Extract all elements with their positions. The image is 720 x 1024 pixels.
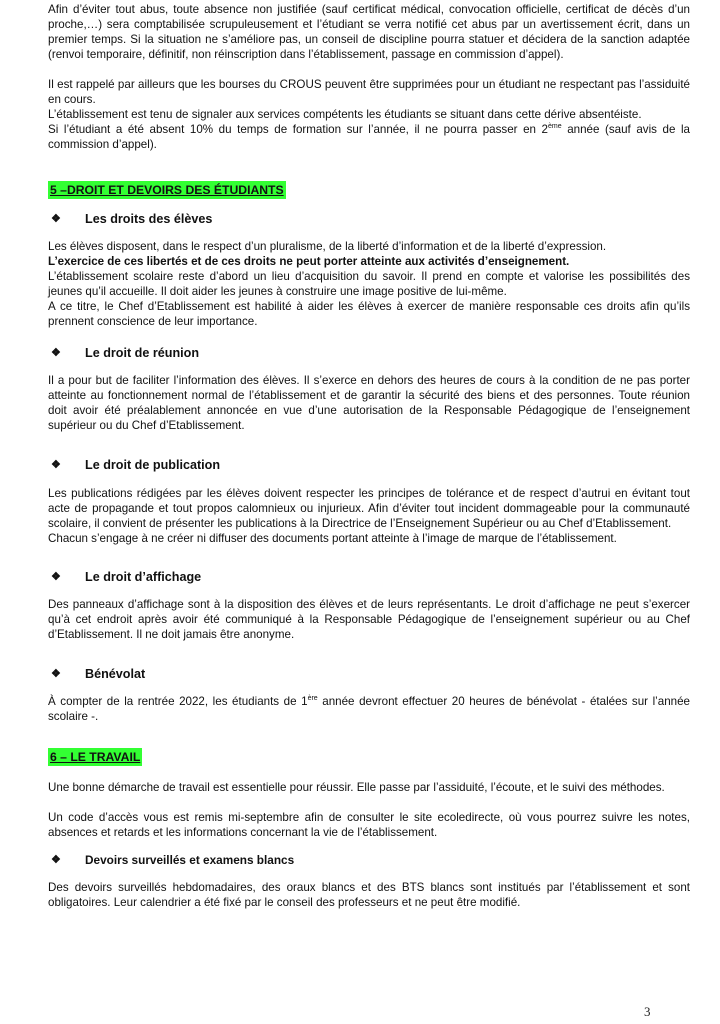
diamond-bullet-icon: ❖ (51, 668, 61, 680)
section-5-title: 5 –DROIT ET DEVOIRS DES ÉTUDIANTS (50, 183, 284, 197)
diamond-bullet-icon: ❖ (51, 347, 61, 359)
subheading-benevolat (48, 666, 690, 682)
page-number: 3 (644, 1004, 651, 1019)
subheading-publication-label: Le droit de publication (85, 458, 221, 472)
droits-paragraph-2: L’exercice de ces libertés et de ces droits ne peut porter atteinte aux activités d’enseignement. (48, 255, 570, 268)
section-6-title-wrapper (48, 748, 690, 766)
section-6-title: 6 – LE TRAVAIL (50, 750, 141, 764)
subheading-reunion (48, 345, 690, 361)
subheading-devoirs (48, 852, 690, 868)
devoirs-paragraph: Des devoirs surveillés hebdomadaires, des oraux blancs et des BTS blancs sont institués par l’établissement et sont obligatoires. Leur calendrier a été fixé par le conseil des professeurs et ne peut être modifié. (48, 881, 690, 909)
crous-paragraph: Il est rappelé par ailleurs que les bourses du CROUS peuvent être supprimées pour un étudiant ne respectant pas l’assiduité en cours. (48, 78, 690, 106)
diamond-bullet-icon: ❖ (51, 459, 61, 471)
subheading-affichage (48, 569, 690, 585)
publication-paragraph-2: Chacun s’engage à ne créer ni diffuser des documents portant atteinte à l’image de marque de l’établissement. (48, 532, 617, 545)
droits-paragraph-3: L’établissement scolaire reste d’abord un lieu d’acquisition du savoir. Il prend en compte et valorise les possibilités des jeunes qu’il accueille. Il doit aider les jeunes à construire une image positive de lui-même. (48, 270, 690, 298)
droits-paragraph-4: A ce titre, le Chef d’Etablissement est habilité à aider les élèves à exercer de manière responsable ces droits afin qu’ils prennent conscience de leur importance. (48, 300, 690, 328)
subheading-droits-label: Les droits des élèves (85, 212, 213, 226)
section-5-title-wrapper (48, 181, 690, 199)
subheading-reunion-label: Le droit de réunion (85, 346, 200, 360)
diamond-bullet-icon: ❖ (51, 213, 61, 225)
publication-paragraph-1: Les publications rédigées par les élèves doivent respecter les principes de tolérance et de respect d’autrui en évitant tout acte de propagande et tout propos calomnieux ou injurieux. Afin d’éviter tout incident dommageable pour la communauté scolaire, il convient de présenter les publications à la Directrice de l’Enseignement Supérieur ou au Chef d’Etablissement. (48, 487, 690, 530)
reunion-paragraph: Il a pour but de faciliter l’information des élèves. Il s’exerce en dehors des heures de cours à la condition de ne pas porter atteinte au fonctionnement normal de l’établissement et de garantir la sécurité des biens et des personnes. Toute réunion doit avoir été préalablement annoncée en vue d’une autorisation de la Responsable Pédagogique de l’enseignement supérieur ou du Chef d’Etablissement. (48, 374, 690, 432)
subheading-droits (48, 211, 690, 227)
subheading-publication (48, 457, 690, 473)
absence-policy-paragraph: Afin d’éviter tout abus, toute absence non justifiée (sauf certificat médical, convocation officielle, certificat de décès d’un proche,…) sera comptabilisée scrupuleusement et l’étudiant se verra notifié cet abus par un avertissement écrit, dans un premier temps. Si la situation ne s’améliore pas, un conseil de discipline pourra statuer et décidera de la sanction adaptée (renvoi temporaire, définitif, non réinscription dans l’établissement, passage en commission d’appel). (48, 3, 690, 61)
subheading-benevolat-label: Bénévolat (85, 667, 146, 681)
affichage-paragraph: Des panneaux d’affichage sont à la disposition des élèves et de leurs représentants. Le droit d’affichage ne peut s’exercer qu’à cet endroit après avoir été communiqué à la Responsable Pédagogique de l’enseignement supérieur ou au Chef d’Etablissement. Il ne doit jamais être anonyme. (48, 598, 690, 641)
diamond-bullet-icon: ❖ (51, 571, 61, 583)
droits-paragraph-1: Les élèves disposent, dans le respect d’un pluralisme, de la liberté d’information et de la liberté d’expression. (48, 240, 607, 253)
subheading-affichage-label: Le droit d’affichage (85, 570, 202, 584)
diamond-bullet-icon: ❖ (51, 854, 61, 866)
travail-paragraph-1: Une bonne démarche de travail est essentielle pour réussir. Elle passe par l’assiduité, l’écoute, et le suivi des méthodes. (48, 781, 665, 794)
benevolat-paragraph: À compter de la rentrée 2022, les étudiants de 1ère année devront effectuer 20 heures de bénévolat - étalées sur l’année scolaire -. (48, 695, 690, 723)
subheading-devoirs-label: Devoirs surveillés et examens blancs (85, 853, 295, 867)
report-paragraph: L’établissement est tenu de signaler aux services compétents les étudiants se situant dans cette dérive absentéiste. (48, 108, 642, 121)
absence-threshold-paragraph: Si l’étudiant a été absent 10% du temps de formation sur l’année, il ne pourra passer en 2ème année (sauf avis de la commission d’appel). (48, 123, 690, 151)
travail-paragraph-2: Un code d’accès vous est remis mi-septembre afin de consulter le site ecoledirecte, où vous pourrez suivre les notes, absences et retards et les informations concernant la vie de l’établissement. (48, 811, 690, 839)
document-page (48, 2, 690, 910)
